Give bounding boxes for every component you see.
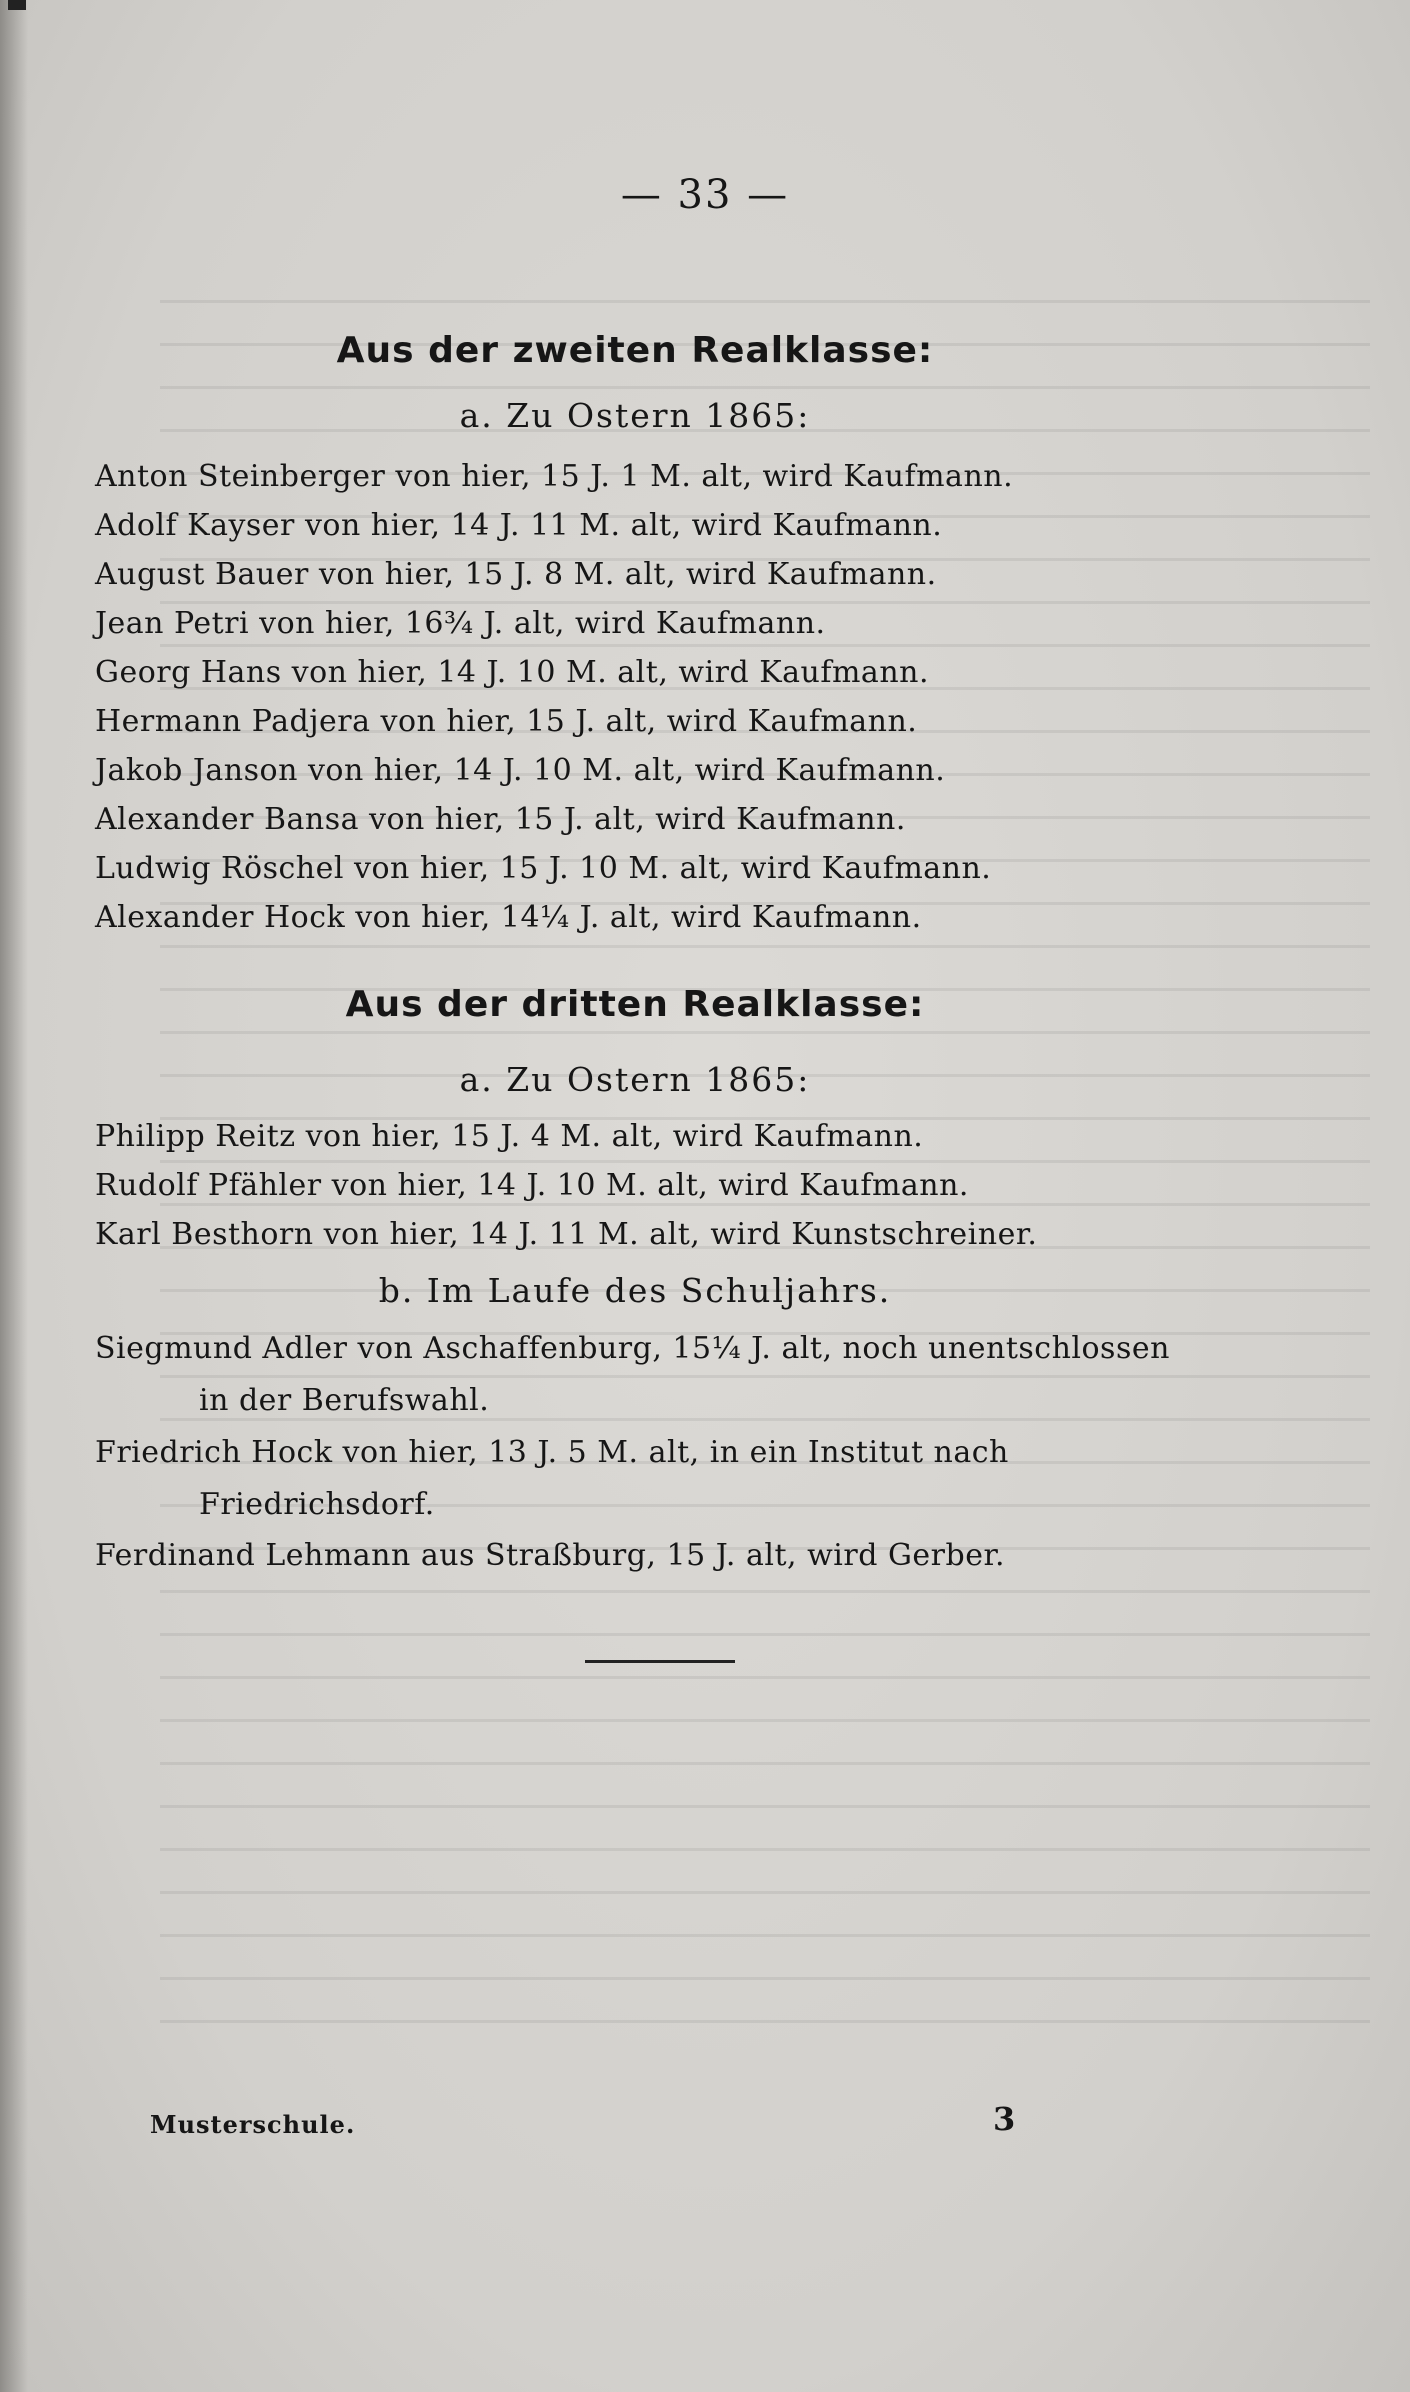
student-entry: Anton Steinberger von hier, 15 J. 1 M. alt, wird Kaufmann.	[95, 459, 1014, 494]
student-entry: Rudolf Pfähler von hier, 14 J. 10 M. alt, wird Kaufmann.	[95, 1168, 969, 1203]
student-entry: August Bauer von hier, 15 J. 8 M. alt, wird Kaufmann.	[95, 557, 937, 592]
student-entry: Hermann Padjera von hier, 15 J. alt, wird Kaufmann.	[95, 704, 918, 739]
footer-label: Musterschule.	[150, 2110, 356, 2139]
section-heading-dritte-realklasse: Aus der dritten Realklasse:	[345, 984, 925, 1025]
signature-mark: 3	[993, 2100, 1016, 2138]
spine-shadow	[0, 0, 28, 2392]
student-entry: Adolf Kayser von hier, 14 J. 11 M. alt, wird Kaufmann.	[95, 508, 943, 543]
print-mark	[8, 0, 26, 10]
student-entry: Alexander Hock von hier, 14¼ J. alt, wird Kaufmann.	[95, 900, 922, 935]
subsection-label: b. Im Laufe des Schuljahrs.	[378, 1271, 892, 1310]
student-entry: Georg Hans von hier, 14 J. 10 M. alt, wird Kaufmann.	[95, 655, 929, 690]
student-entry: Jean Petri von hier, 16¾ J. alt, wird Kaufmann.	[95, 606, 826, 641]
student-entry: Friedrich Hock von hier, 13 J. 5 M. alt, in ein Institut nach Friedrichsdorf.	[95, 1435, 1009, 1522]
student-entry: Karl Besthorn von hier, 14 J. 11 M. alt, wird Kunstschreiner.	[95, 1217, 1038, 1252]
subsection-label: a. Zu Ostern 1865:	[459, 1060, 811, 1099]
section-divider	[585, 1660, 735, 1663]
section-heading-zweite-realklasse: Aus der zweiten Realklasse:	[336, 330, 934, 371]
student-entry: Siegmund Adler von Aschaffenburg, 15¼ J. alt, noch unentschlossen in der Berufswahl.	[95, 1331, 1170, 1418]
student-entry: Alexander Bansa von hier, 15 J. alt, wird Kaufmann.	[95, 802, 906, 837]
page-number: — 33 —	[620, 172, 790, 218]
page-content	[95, 318, 1175, 1580]
student-entry: Philipp Reitz von hier, 15 J. 4 M. alt, wird Kaufmann.	[95, 1119, 924, 1154]
subsection-label: a. Zu Ostern 1865:	[459, 396, 811, 435]
student-entry: Ferdinand Lehmann aus Straßburg, 15 J. alt, wird Gerber.	[95, 1538, 1006, 1573]
student-entry: Ludwig Röschel von hier, 15 J. 10 M. alt, wird Kaufmann.	[95, 851, 992, 886]
student-entry: Jakob Janson von hier, 14 J. 10 M. alt, wird Kaufmann.	[95, 753, 946, 788]
